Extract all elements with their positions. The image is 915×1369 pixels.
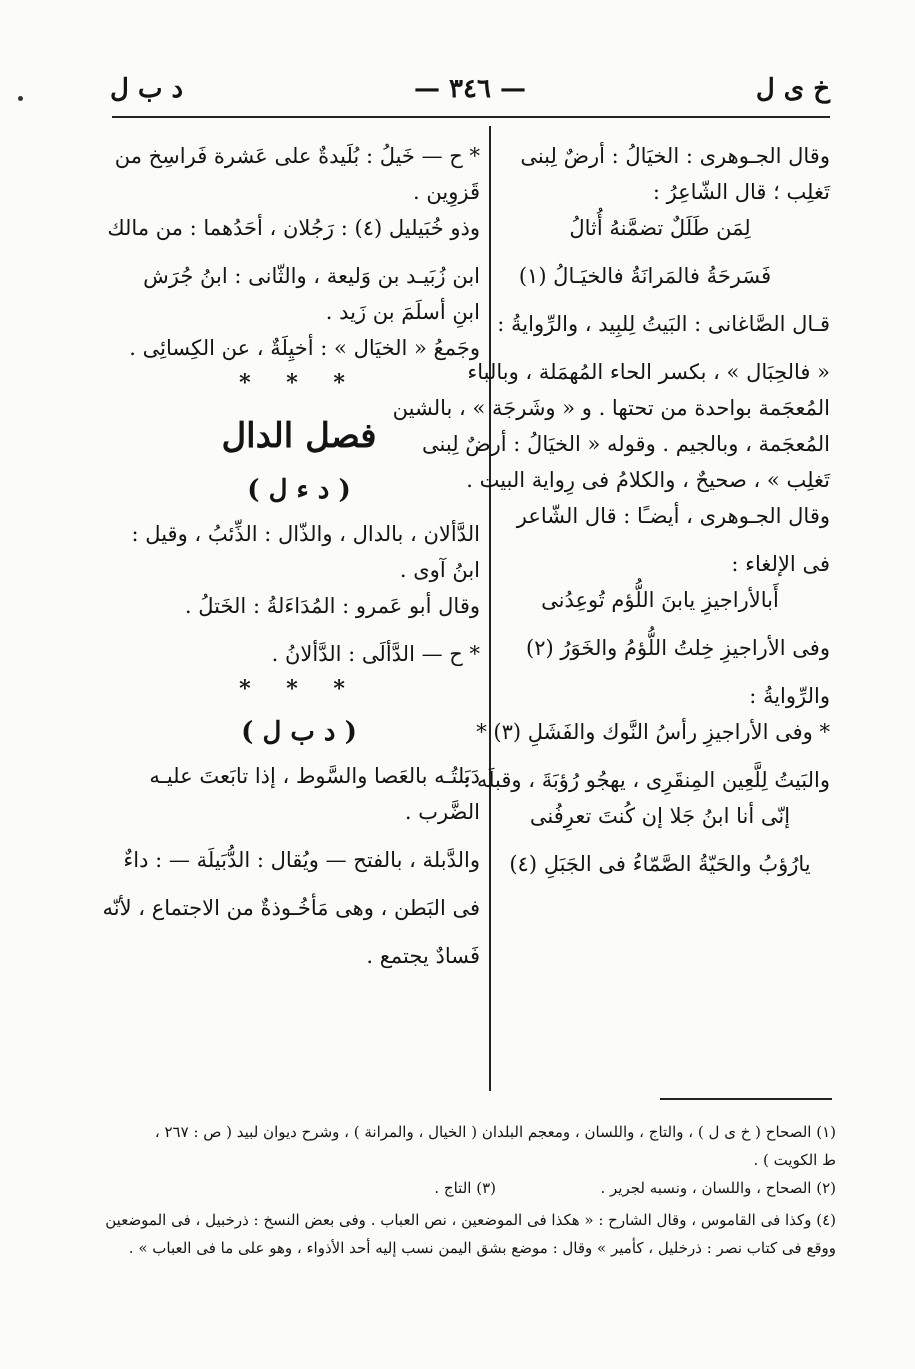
text-line: الدَّألان ، بالدال ، والذّال : الذِّئبُ ، وقيل : — [131, 522, 480, 546]
section-title: فصل الدال — [221, 416, 377, 456]
text-line: فى الإلغاء : — [731, 552, 830, 576]
footnote-2-3 — [130, 1174, 836, 1206]
footnote-1: (١) الصحاح ( خ ى ل ) ، والتاج ، واللسان ، ومعجم البلدان ( الخيال ، والمرانة ) ، وشرح ديوان لبيد ( ص : ٢٦٧ ، — [154, 1123, 836, 1141]
text-line: والدَّبلة ، بالفتح — ويُقال : الدُّبَيلَة — : داءٌ — [123, 848, 480, 872]
left-column — [102, 138, 480, 974]
text-line: فى البَطن ، وهى مَأخُـوذةٌ من الاجتماع ، لأنّه — [102, 896, 480, 920]
text-line: فَسادٌ يجتمع . — [366, 944, 480, 968]
verse-line: أَبالأراجيزِ يابنَ اللُّؤم تُوعِدُنى — [541, 588, 779, 612]
text-line: تَغلِب » ، صحيحٌ ، والكلامُ فى رِواية البيت . — [466, 468, 830, 492]
footnote-3: (٣) التاج . — [434, 1179, 496, 1197]
text-line: والرِّوايةُ : — [749, 684, 830, 708]
header-rule — [112, 116, 830, 118]
root-heading: ( د ء ل ) — [247, 475, 351, 505]
verse-line: لِمَن طَلَلٌ تضمَّنهُ أُثالُ — [569, 216, 751, 240]
page-number: — ٣٤٦ — — [413, 74, 527, 104]
verse-line: * وفى الأراجيزِ رأسُ النَّوك والفَشَلِ (٣) * — [476, 720, 830, 744]
root-heading: ( د ب ل ) — [241, 717, 357, 747]
text-line: الضَّرب . — [404, 800, 480, 824]
text-line: « فالحِبَال » ، بكسر الحاء المُهمَلة ، وبالباء — [467, 360, 830, 384]
text-line: قـال الصَّاغانى : البَيتُ لِلبِيد ، والرِّوايةُ : — [497, 312, 830, 336]
section-stars: * * * — [239, 676, 359, 702]
header-left-root: د ب ل — [110, 74, 184, 104]
text-line: دَبَلتُـه بالعَصا والسَّوط ، إذا تابَعتَ عليـه — [149, 764, 480, 788]
text-line: * ح — خَيلُ : بُلَيدةٌ على عَشرة فَراسِخ من — [114, 144, 480, 168]
footnote-4: (٤) وكذا فى القاموس ، وقال الشارح : « هكذا فى الموضعين ، نص العباب . وفى بعض النسخ : ذرخبيل ، فى الموضعين — [105, 1211, 836, 1229]
verse-line: فَسَرحَةُ فالمَرانَةُ فالخيَـالُ (١) — [518, 264, 772, 288]
verse-line: وفى الأراجيزِ خِلتُ اللُّؤمُ والخَوَرُ (٢) — [526, 636, 830, 660]
column-divider — [489, 126, 491, 1091]
text-line: قَزوِين . — [413, 180, 480, 204]
footnote-4-cont: ووقع فى كتاب نصر : ذرخليل ، كأمير » وقال : موضع بشق اليمن نسب إليه أحد الأذواء ، وهو على ما فى العباب » . — [128, 1239, 836, 1257]
verse-line: يارُؤبُ والحَيّةُ الصَّمّاءُ فى الجَبَلِ (٤) — [509, 852, 811, 876]
page-speck — [18, 96, 23, 101]
footnote-rule — [660, 1098, 832, 1100]
section-stars: * * * — [239, 370, 359, 396]
text-line: والبَيتُ لِلَّعِين المِنقَرِى ، يهجُو رُؤبَةَ ، وقبلَه : — [463, 768, 830, 792]
text-line: وقال أبو عَمرو : المُدَاءَلةُ : الخَتلُ . — [184, 594, 480, 618]
text-line: ابن زُبَيـد بن وَليعة ، والثّانى : ابنُ جُرَش — [143, 264, 480, 288]
verse-line: إنّى أنا ابنُ جَلا إن كُنتَ تعرِفُنى — [529, 804, 791, 828]
text-line: * ح — الدَّألَى : الدَّألانُ . — [271, 642, 480, 666]
text-line: ابنِ أسلَمَ بن زَيد . — [325, 300, 480, 324]
footnote-1-cont: ط الكويت ) . — [753, 1151, 836, 1169]
text-line: المُعجَمة بواحدة من تحتها . و « وشَرجَة » ، بالشين — [392, 396, 830, 420]
text-line: ابنُ آوى . — [399, 558, 480, 582]
text-line: وذو خُبَيليل (٤) : رَجُلان ، أحَدُهما : من مالك — [107, 216, 480, 240]
page-header — [110, 70, 830, 110]
text-line: المُعجَمة ، وبالجيم . وقوله « الخيَالُ : أرضٌ لِبنى — [422, 432, 830, 456]
text-line: وقال الجـوهرى ، أيضـًا : قال الشّاعر — [516, 504, 830, 528]
header-right-root: خ ی ل — [755, 74, 830, 104]
text-line: وقال الجـوهرى : الخيَالُ : أرضٌ لِبنى — [520, 144, 830, 168]
footnotes — [105, 1118, 836, 1262]
text-line: وجَمعُ « الخيَال » : أخيِلَةٌ ، عن الكِسائِى . — [129, 336, 480, 360]
footnote-2: (٢) الصحاح ، واللسان ، ونسبه لجرير . — [600, 1179, 836, 1197]
text-line: تَغلِب ؛ قال الشّاعِرُ : — [652, 180, 830, 204]
